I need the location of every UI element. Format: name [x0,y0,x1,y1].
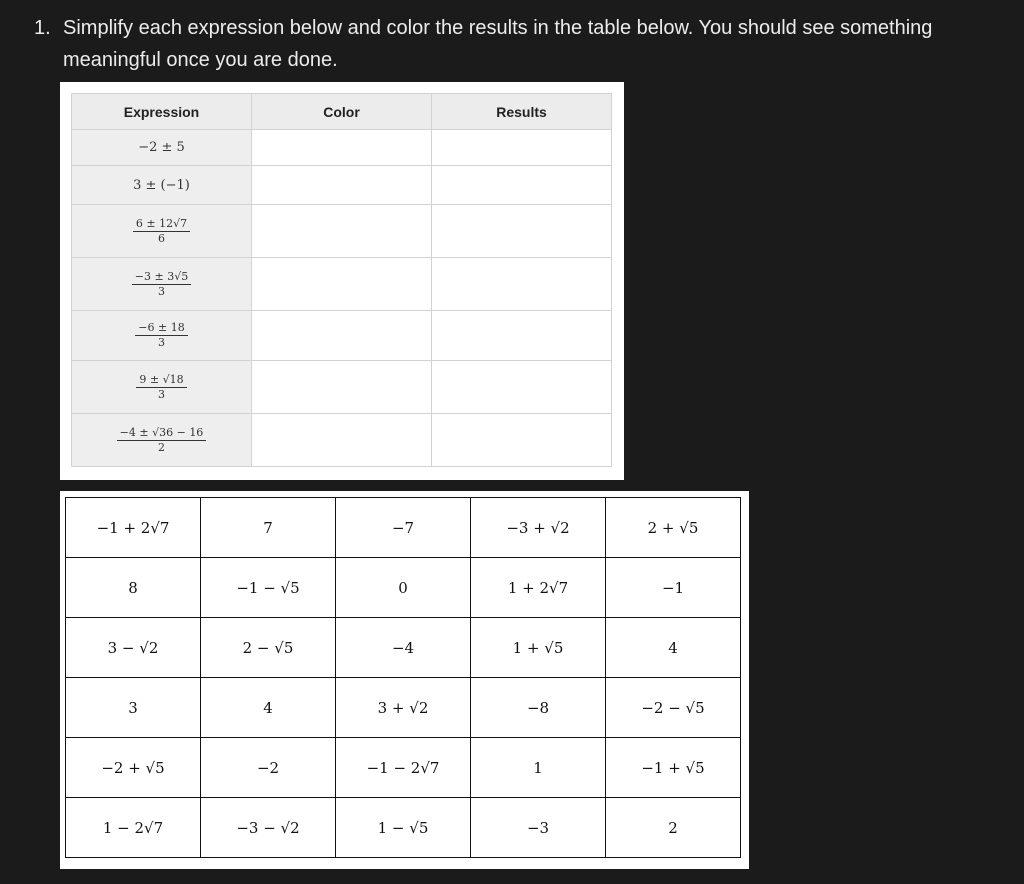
grid-cell[interactable]: −1 + √5 [606,738,741,798]
expression-5-numerator: −6 ± 18 [135,322,187,336]
expression-7-numerator: −4 ± √36 − 16 [117,427,207,441]
question-text: Simplify each expression below and color the results in the table below. You should see something meaningful once you are done. [63,17,933,71]
color-cell-7[interactable] [252,414,432,467]
grid-cell[interactable]: 7 [201,498,336,558]
grid-cell[interactable]: −2 + √5 [66,738,201,798]
grid-cell[interactable]: 1 − √5 [336,798,471,858]
grid-cell[interactable]: 2 + √5 [606,498,741,558]
question-number: 1. [34,17,51,39]
color-cell-6[interactable] [252,361,432,414]
grid-cell[interactable]: −2 − √5 [606,678,741,738]
result-cell-1[interactable] [432,130,612,166]
grid-cell[interactable]: 3 + √2 [336,678,471,738]
grid-cell[interactable]: −2 [201,738,336,798]
color-cell-2[interactable] [252,166,432,205]
expression-5 [72,311,252,361]
grid-cell[interactable]: 1 + 2√7 [471,558,606,618]
expression-5-denominator: 3 [158,336,165,349]
color-cell-4[interactable] [252,258,432,311]
answer-grid-card [60,491,749,869]
grid-cell[interactable]: 1 + √5 [471,618,606,678]
header-expression: Expression [72,94,252,130]
grid-cell[interactable]: −3 + √2 [471,498,606,558]
result-cell-2[interactable] [432,166,612,205]
expression-6-denominator: 3 [158,387,165,401]
expression-2: 3 ± (−1) [72,166,252,205]
expression-table [71,93,612,467]
question [34,12,934,76]
expression-3-numerator: 6 ± 12√7 [133,218,190,232]
grid-cell[interactable]: −1 − 2√7 [336,738,471,798]
result-cell-5[interactable] [432,311,612,361]
header-results: Results [432,94,612,130]
expression-7 [72,414,252,467]
expression-4 [72,258,252,311]
expression-4-numerator: −3 ± 3√5 [132,271,191,285]
grid-cell[interactable]: 0 [336,558,471,618]
result-cell-7[interactable] [432,414,612,467]
grid-cell[interactable]: 3 − √2 [66,618,201,678]
grid-cell[interactable]: 4 [606,618,741,678]
grid-cell[interactable]: −4 [336,618,471,678]
grid-cell[interactable]: −1 + 2√7 [66,498,201,558]
grid-cell[interactable]: 1 − 2√7 [66,798,201,858]
color-cell-5[interactable] [252,311,432,361]
grid-cell[interactable]: −3 − √2 [201,798,336,858]
result-cell-4[interactable] [432,258,612,311]
color-cell-1[interactable] [252,130,432,166]
grid-cell[interactable]: 3 [66,678,201,738]
expression-3 [72,205,252,258]
grid-cell[interactable]: −1 [606,558,741,618]
grid-cell[interactable]: 2 [606,798,741,858]
grid-cell[interactable]: 8 [66,558,201,618]
grid-cell[interactable]: −1 − √5 [201,558,336,618]
expression-6-numerator: 9 ± √18 [136,374,186,388]
expression-table-card [60,82,624,480]
expression-3-denominator: 6 [158,231,165,245]
grid-cell[interactable]: −8 [471,678,606,738]
expression-4-denominator: 3 [158,284,165,298]
expression-1: −2 ± 5 [72,130,252,166]
header-color: Color [252,94,432,130]
expression-7-denominator: 2 [157,440,165,454]
grid-cell[interactable]: 2 − √5 [201,618,336,678]
answer-grid [65,497,741,858]
expression-6 [72,361,252,414]
color-cell-3[interactable] [252,205,432,258]
grid-cell[interactable]: 1 [471,738,606,798]
grid-cell[interactable]: 4 [201,678,336,738]
result-cell-3[interactable] [432,205,612,258]
grid-cell[interactable]: −3 [471,798,606,858]
result-cell-6[interactable] [432,361,612,414]
grid-cell[interactable]: −7 [336,498,471,558]
